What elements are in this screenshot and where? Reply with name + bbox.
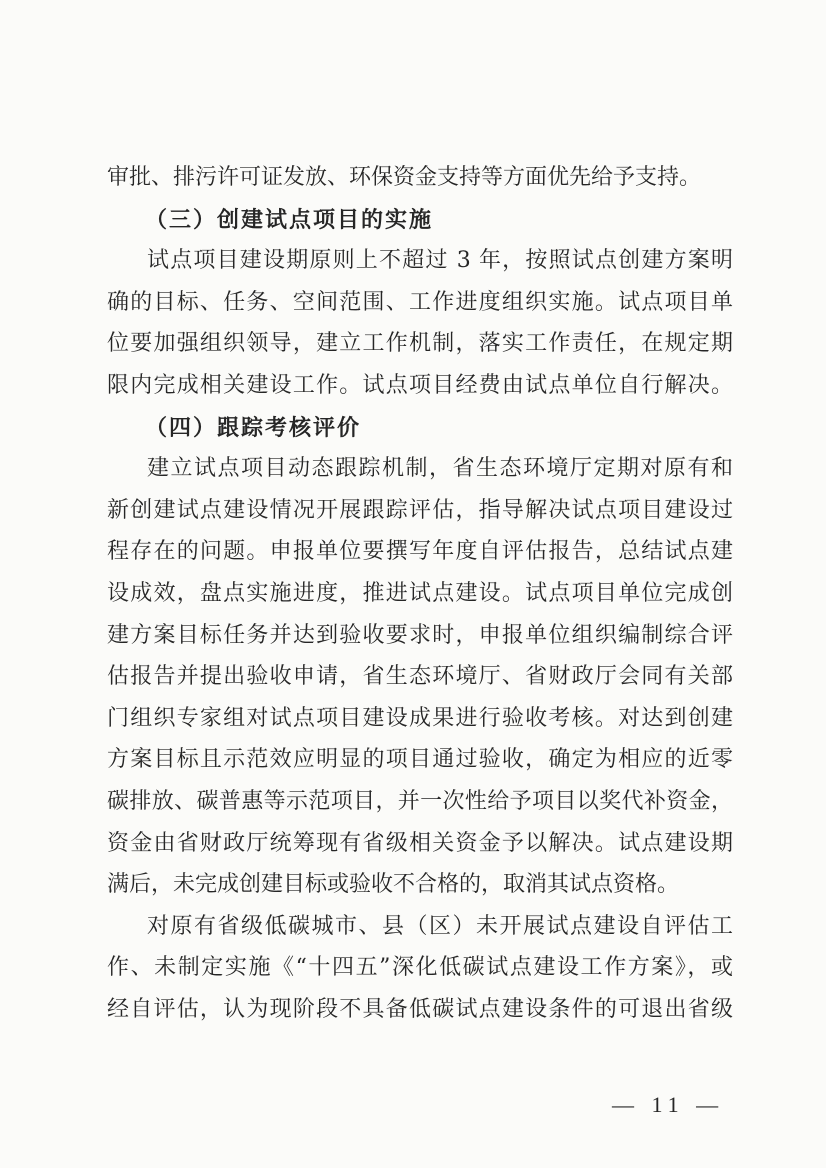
page-number: — 11 —	[612, 1092, 725, 1117]
text-line: 限内完成相关建设工作。试点项目经费由试点单位自行解决。	[107, 373, 733, 398]
text-line: 建立试点项目动态跟踪机制，省生态环境厅定期对原有和	[147, 456, 733, 482]
text-line: 方案目标且示范效应明显的项目通过验收，确定为相应的近零	[107, 747, 733, 773]
text-line: 位要加强组织领导，建立工作机制，落实工作责任，在规定期	[107, 331, 733, 357]
text-line: 审批、排污许可证发放、环保资金支持等方面优先给予支持。	[107, 165, 702, 190]
text-line: 试点项目建设期原则上不超过 3 年，按照试点创建方案明	[147, 248, 733, 274]
text-line: 设成效，盘点实施进度，推进试点建设。试点项目单位完成创	[107, 581, 733, 606]
text-line: 确的目标、任务、空间范围、工作进度组织实施。试点项目单	[107, 289, 733, 315]
text-line: 新创建试点建设情况开展跟踪评估，指导解决试点项目建设过	[107, 497, 733, 523]
text-line: 碳排放、碳普惠等示范项目，并一次性给予项目以奖代补资金，	[107, 789, 733, 814]
section-heading: （四）跟踪考核评价	[145, 414, 362, 441]
text-line: 程存在的问题。申报单位要撰写年度自评估报告，总结试点建	[107, 539, 733, 565]
text-line: 经自评估，认为现阶段不具备低碳试点建设条件的可退出省级	[107, 997, 733, 1022]
text-line: 估报告并提出验收申请，省生态环境厅、省财政厅会同有关部	[107, 664, 733, 690]
text-line: 作、未制定实施《“十四五”深化低碳试点建设工作方案》，或	[107, 955, 733, 981]
text-line: 对原有省级低碳城市、县（区）未开展试点建设自评估工	[147, 913, 733, 939]
text-line: 门组织专家组对试点项目建设成果进行验收考核。对达到创建	[107, 705, 733, 731]
text-line: 资金由省财政厅统筹现有省级相关资金予以解决。试点建设期	[107, 830, 733, 856]
text-line: 满后，未完成创建目标或验收不合格的，取消其试点资格。	[107, 872, 680, 898]
text-line: 建方案目标任务并达到验收要求时，申报单位组织编制综合评	[107, 622, 733, 648]
section-heading: （三）创建试点项目的实施	[145, 206, 434, 233]
